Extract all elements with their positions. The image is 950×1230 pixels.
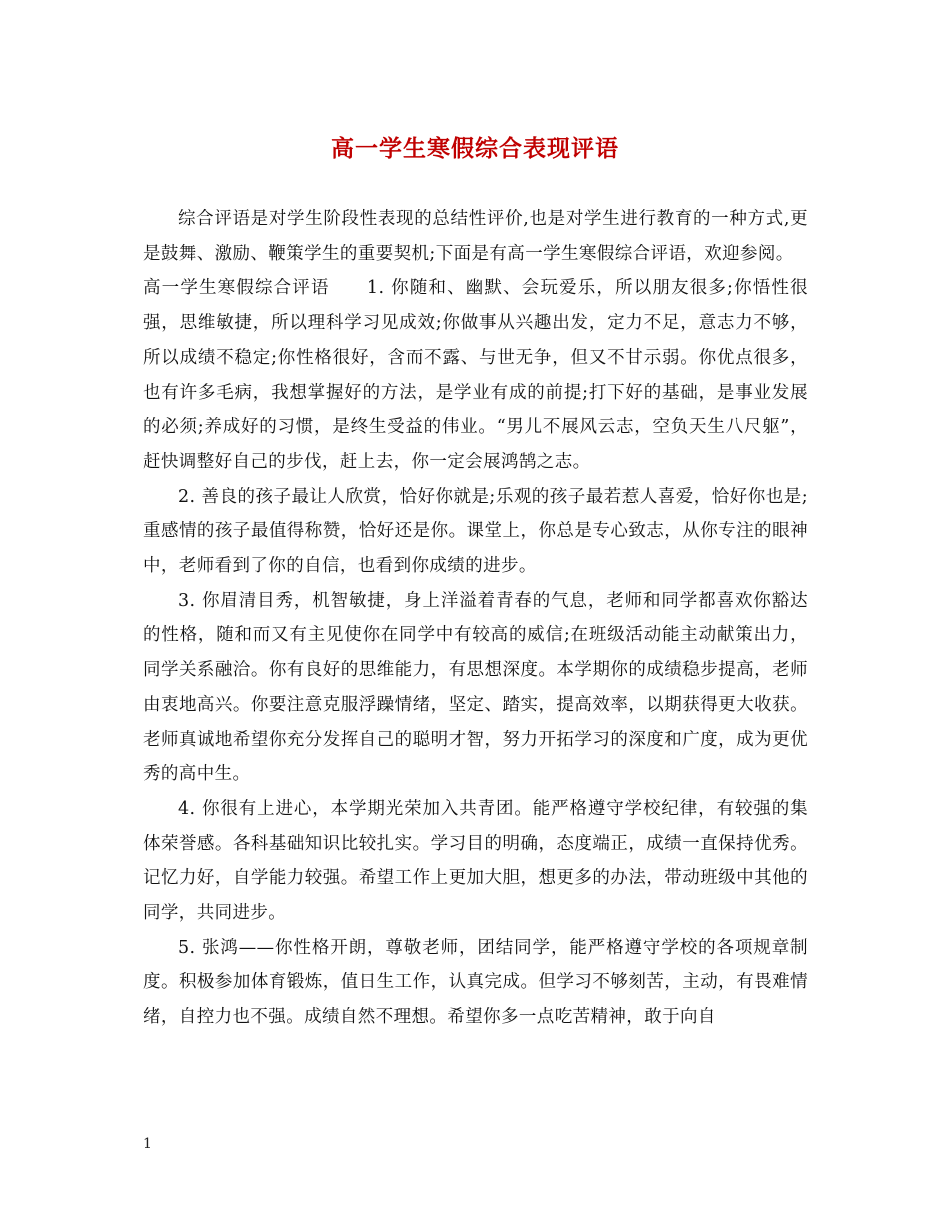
page-number: 1 — [143, 1136, 152, 1152]
document-body — [143, 202, 808, 1035]
paragraph-comment-2: 2. 善良的孩子最让人欣赏，恰好你就是;乐观的孩子最若惹人喜爱，恰好你也是;重感情的孩子最值得称赞，恰好还是你。课堂上，你总是专心致志，从你专注的眼神中，老师看到了你的自信，也看到你成绩的进步。 — [143, 486, 808, 577]
paragraph-comment-3: 3. 你眉清目秀，机智敏捷，身上洋溢着青春的气息，老师和同学都喜欢你豁达的性格，随和而又有主见使你在同学中有较高的威信;在班级活动能主动献策出力，同学关系融洽。你有良好的思维能力，有思想深度。本学期你的成绩稳步提高，老师由衷地高兴。你要注意克服浮躁情绪，坚定、踏实，提高效率，以期获得更大收获。老师真诚地希望你充分发挥自己的聪明才智，努力开拓学习的深度和广度，成为更优秀的高中生。 — [143, 590, 808, 785]
document-title: 高一学生寒假综合表现评语 — [331, 136, 619, 162]
paragraph-comment-1: 高一学生寒假综合评语 1. 你随和、幽默、会玩爱乐，所以朋友很多;你悟性很强，思维敏捷，所以理科学习见成效;你做事从兴趣出发，定力不足，意志力不够，所以成绩不稳定;你性格很好，含而不露、与世无争，但又不甘示弱。你优点很多，也有许多毛病，我想掌握好的方法，是学业有成的前提;打下好的基础，是事业发展的必须;养成好的习惯，是终生受益的伟业。“男儿不展风云志，空负天生八尺躯”，赶快调整好自己的步伐，赶上去，你一定会展鸿鹄之志。 — [143, 278, 808, 472]
paragraph-intro: 综合评语是对学生阶段性表现的总结性评价,也是对学生进行教育的一种方式,更是鼓舞、激励、鞭策学生的重要契机;下面是有高一学生寒假综合评语，欢迎参阅。 — [143, 209, 808, 264]
paragraph-comment-4: 4. 你很有上进心，本学期光荣加入共青团。能严格遵守学校纪律，有较强的集体荣誉感。各科基础知识比较扎实。学习目的明确，态度端正，成绩一直保持优秀。记忆力好，自学能力较强。希望工作上更加大胆，想更多的办法，带动班级中其他的同学，共同进步。 — [143, 798, 808, 924]
paragraph-comment-5: 5. 张鸿——你性格开朗，尊敬老师，团结同学，能严格遵守学校的各项规章制度。积极参加体育锻炼，值日生工作，认真完成。但学习不够刻苦，主动，有畏难情绪，自控力也不强。成绩自然不理想。希望你多一点吃苦精神，敢于向自 — [143, 937, 808, 1028]
